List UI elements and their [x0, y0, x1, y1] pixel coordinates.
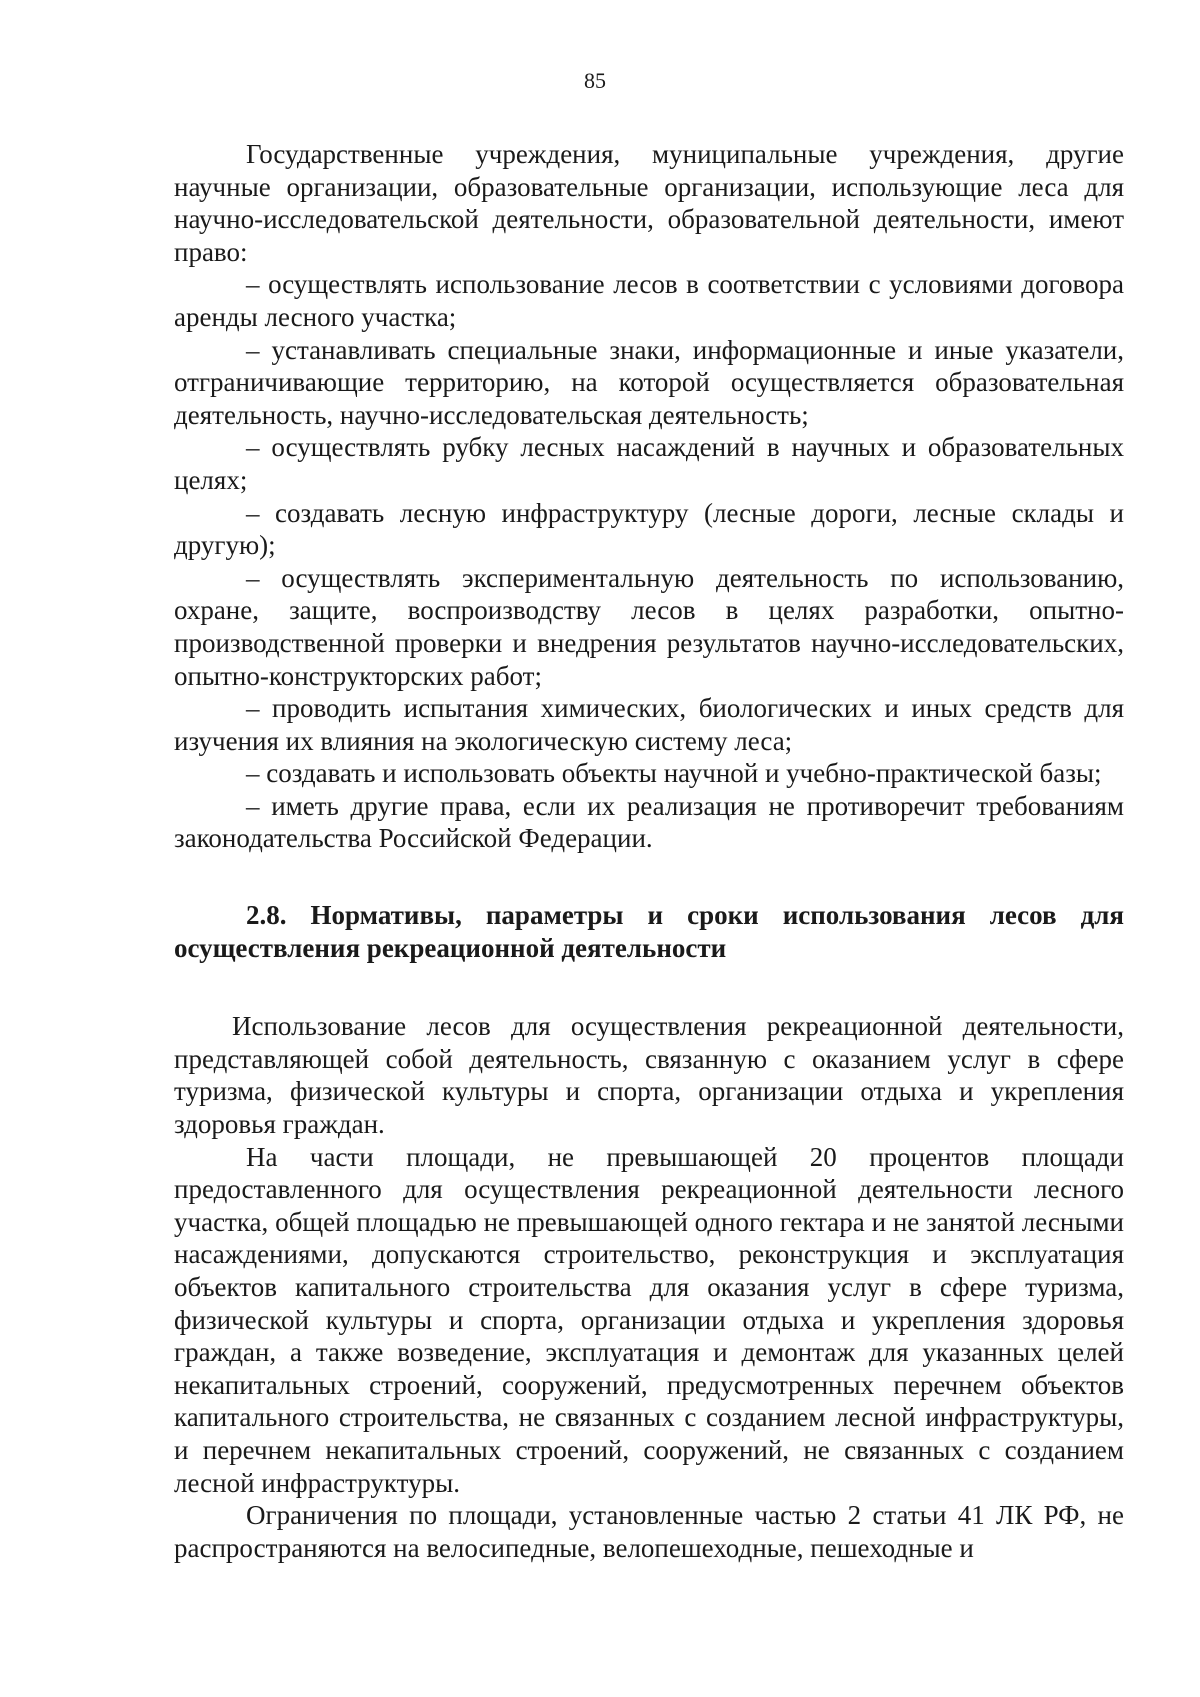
rights-list-item: – устанавливать специальные знаки, информационные и иные указатели, отграничивающие территорию, на которой осуществляется образовательная деятельность, научно-исследовательская деятельность; — [174, 334, 1124, 430]
rights-list-item: – создавать лесную инфраструктуру (лесные дороги, лесные склады и другую); — [174, 497, 1124, 561]
rights-intro-paragraph: Государственные учреждения, муниципальные учреждения, другие научные организации, образовательные организации, использующие леса для научно-исследовательской деятельности, образовательной деятельности, имеют право: — [174, 139, 1124, 267]
section-paragraph: Ограничения по площади, установленные частью 2 статьи 41 ЛК РФ, не распространяются на велосипедные, велопешеходные, пешеходные и — [174, 1500, 1124, 1563]
rights-list-item: – иметь другие права, если их реализация не противоречит требованиям законодательства Российской Федерации. — [174, 790, 1124, 854]
section-heading: 2.8. Нормативы, параметры и сроки использования лесов для осуществления рекреационной деятельности — [174, 900, 1124, 963]
rights-list-item: – проводить испытания химических, биологических и иных средств для изучения их влияния на экологическую систему леса; — [174, 693, 1124, 756]
page-number: 85 — [584, 68, 606, 93]
section-paragraph: Использование лесов для осуществления рекреационной деятельности, представляющей собой деятельность, связанную с оказанием услуг в сфере туризма, физической культуры и спорта, организации отдыха и укрепления здоровья граждан. — [174, 1011, 1124, 1140]
document-body — [174, 138, 1124, 1564]
rights-list-item: – осуществлять экспериментальную деятельность по использованию, охране, защите, воспроизводству лесов в целях разработки, опытно-производственной проверки и внедрения результатов научно-исследовательских, опытно-конструкторских работ; — [174, 562, 1124, 691]
rights-list-item: – создавать и использовать объекты научной и учебно-практической базы; — [246, 758, 1102, 789]
section-paragraph: На части площади, не превышающей 20 процентов площади предоставленного для осуществления рекреационной деятельности лесного участка, общей площадью не превышающей одного гектара и не занятой лесными насаждениями, допускаются строительство, реконструкция и эксплуатация объектов капитального строительства для оказания услуг в сфере туризма, физической культуры и спорта, организации отдыха и укрепления здоровья граждан, а также возведение, эксплуатация и демонтаж для указанных целей некапитальных строений, сооружений, предусмотренных перечнем объектов капитального строительства, не связанных с созданием лесной инфраструктуры, и перечнем некапитальных строений, сооружений, не связанных с созданием лесной инфраструктуры. — [174, 1141, 1124, 1498]
rights-list-item: – осуществлять использование лесов в соответствии с условиями договора аренды лесного участка; — [174, 269, 1124, 332]
rights-list-item: – осуществлять рубку лесных насаждений в научных и образовательных целях; — [174, 432, 1124, 495]
